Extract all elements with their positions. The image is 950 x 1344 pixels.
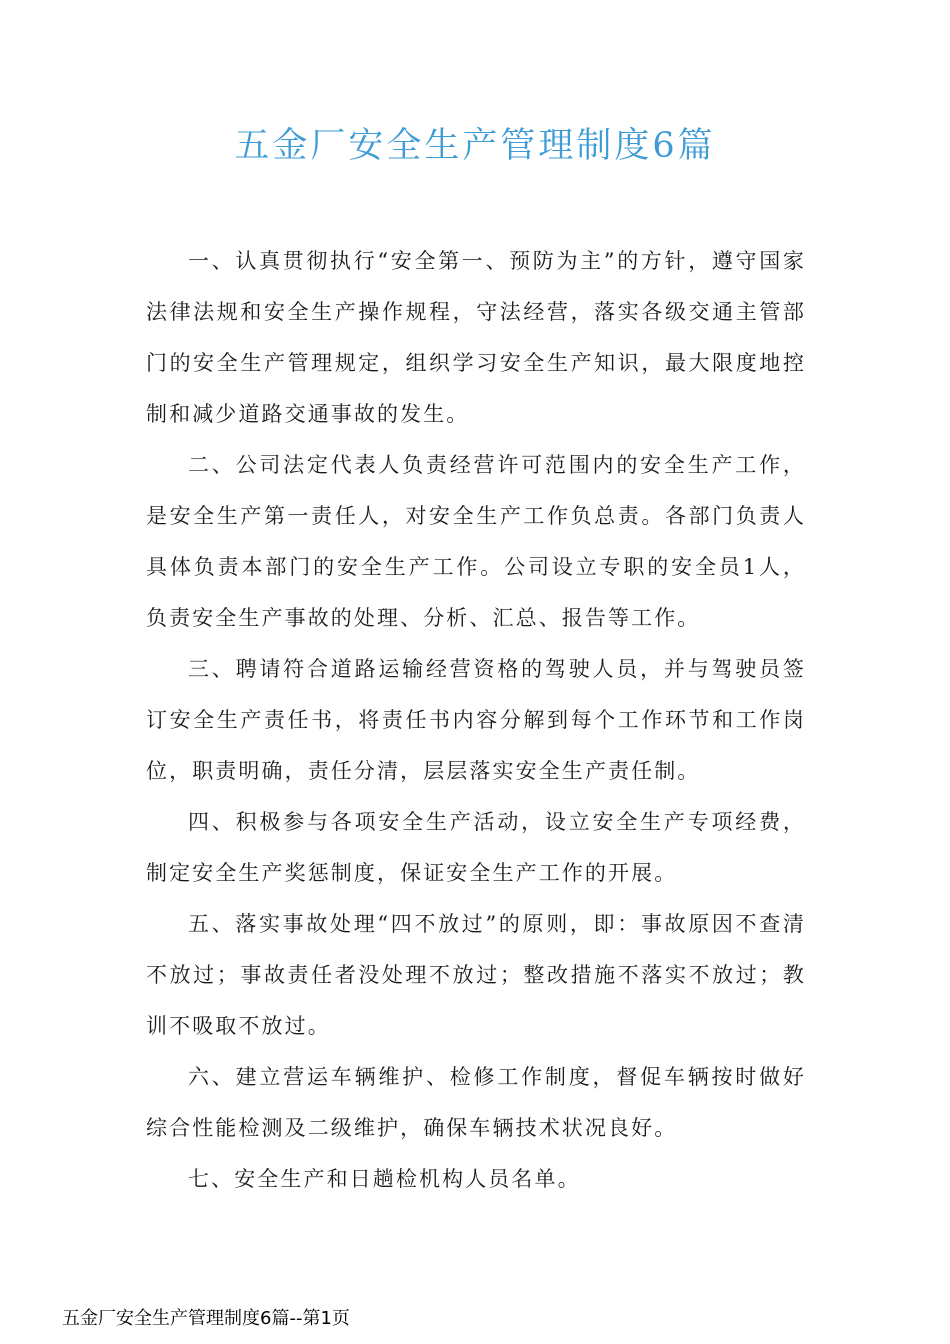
paragraph-2: 二、公司法定代表人负责经营许可范围内的安全生产工作，是安全生产第一责任人，对安全生产工作负总责。各部门负责人具体负责本部门的安全生产工作。公司设立专职的安全员1人，负责安全生产事故的处理、分析、汇总、报告等工作。 <box>146 453 806 630</box>
document-title: 五金厂安全生产管理制度6篇 <box>234 126 716 166</box>
paragraph-6: 六、建立营运车辆维护、检修工作制度，督促车辆按时做好综合性能检测及二级维护，确保车辆技术状况良好。 <box>146 1065 806 1140</box>
paragraph-3: 三、聘请符合道路运输经营资格的驾驶人员，并与驾驶员签订安全生产责任书，将责任书内容分解到每个工作环节和工作岗位，职责明确，责任分清，层层落实安全生产责任制。 <box>146 657 806 783</box>
paragraph-7: 七、安全生产和日趟检机构人员名单。 <box>188 1167 581 1191</box>
page-footer: 五金厂安全生产管理制度6篇--第1页 <box>62 1308 350 1329</box>
document-body <box>146 236 806 1205</box>
paragraph-4: 四、积极参与各项安全生产活动，设立安全生产专项经费，制定安全生产奖惩制度，保证安全生产工作的开展。 <box>146 810 806 885</box>
paragraph-5: 五、落实事故处理“四不放过”的原则，即：事故原因不查清不放过；事故责任者没处理不放过；整改措施不落实不放过；教训不吸取不放过。 <box>146 912 806 1038</box>
paragraph-1: 一、认真贯彻执行“安全第一、预防为主”的方针，遵守国家法律法规和安全生产操作规程，守法经营，落实各级交通主管部门的安全生产管理规定，组织学习安全生产知识，最大限度地控制和减少道路交通事故的发生。 <box>146 249 806 426</box>
